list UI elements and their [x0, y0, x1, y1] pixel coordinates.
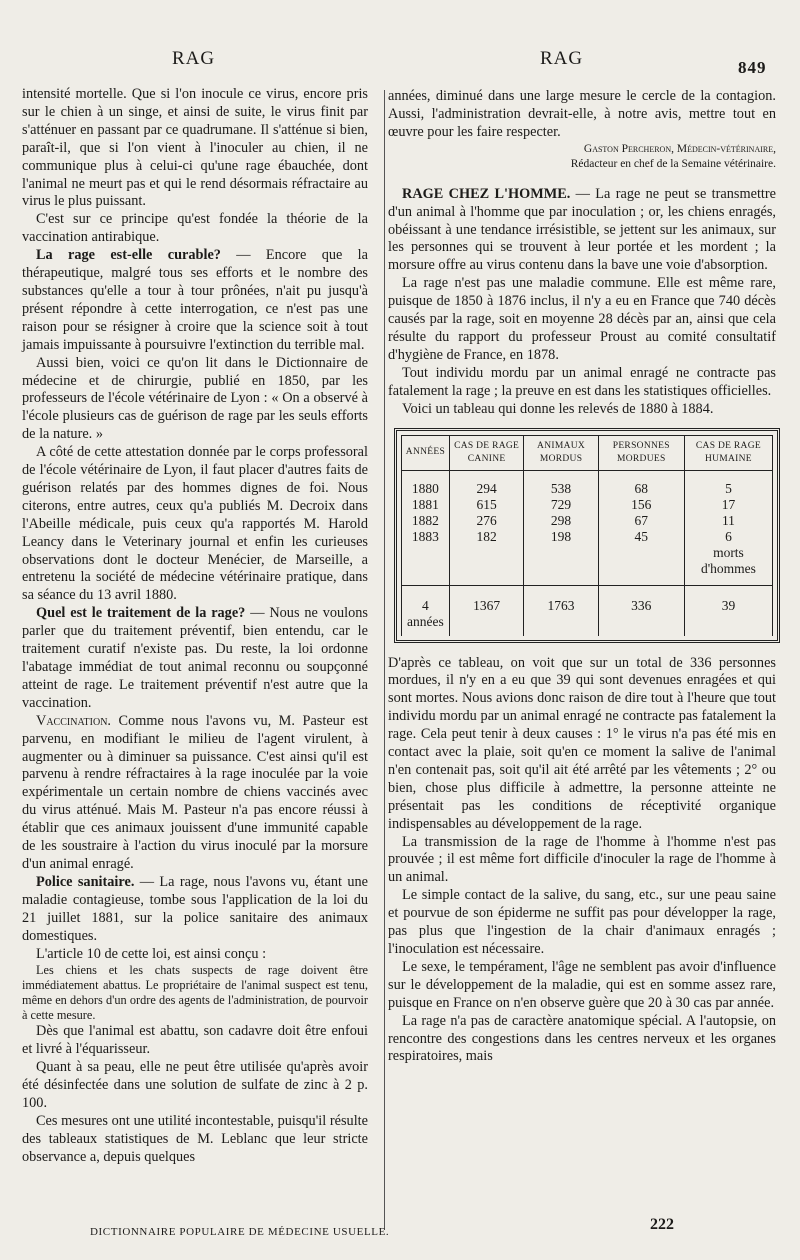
- left-paragraph: [22, 946, 368, 964]
- table-header-cell: ANNÉES: [402, 435, 450, 470]
- table-cell: 1881: [402, 497, 450, 513]
- paragraph-text: C'est sur ce principe qu'est fondée la théorie de la vaccination antirabique.: [22, 211, 368, 246]
- paragraph-text: intensité mortelle. Que si l'on inocule ce virus, encore pris sur le chien à un singe, et ainsi de suite, le virus finit par s'atténuer en passant par ce quadrumane. Il s'atténue si bien, paraît-il, que si l'on vient à l'inoculer au chien, il ne communique plus à celui-ci qu'une rage ébauchée, dont l'animal ne meurt pas et qui le rend désormais réfractaire au virus le plus puissant.: [22, 86, 368, 210]
- running-head-right: RAG: [540, 48, 584, 69]
- table-header-cell: ANIMAUX MORDUS: [524, 435, 598, 470]
- running-head-left: RAG: [172, 48, 216, 69]
- paragraph-heading: Vaccination.: [36, 712, 112, 729]
- signature-title: Rédacteur en chef de la Semaine vétérinaire.: [570, 157, 776, 170]
- table-cell: 615: [449, 497, 524, 513]
- paragraph-text: Aussi bien, voici ce qu'on lit dans le Dictionnaire de médecine et de chirurgie, publié en 1850, par les professeurs de l'école vétérinaire de Lyon : « On a observé à l'école plusieurs cas de guérison de rage par les seuls efforts de la nature. »: [22, 354, 368, 443]
- paragraph-text: — Encore que la thérapeutique, malgré tous ses efforts et le nombre des substances qu'elle a tour à tour prônées, n'ait pu jusqu'à présent répondre à cette interrogation, ce n'est pas une raison pour se résigner à croire que la science soit à tout jamais impuissante à poursuivre l'extinction du terrible mal.: [22, 247, 368, 353]
- table-header-cell: PERSONNES MORDUES: [598, 435, 684, 470]
- paragraph-text: — Nous ne voulons parler que du traitement préventif, bien entendu, car le traitement curatif n'existe pas. Du reste, la loi ordonne l'abatage immédiat de tout animal reconnu ou soupçonné atteint de rage. Le traitement préventif n'est autre que la vaccination.: [22, 605, 368, 711]
- left-paragraph: [22, 1113, 368, 1167]
- right-paragraph: [388, 88, 776, 142]
- right-column: [388, 88, 776, 1066]
- right-paragraph: [388, 1013, 776, 1067]
- table-cell: 45: [598, 529, 684, 545]
- paragraph-heading: La rage est-elle curable?: [36, 247, 221, 264]
- table-header-cell: CAS DE RAGE HUMAINE: [684, 435, 772, 470]
- left-paragraph: [22, 1023, 368, 1059]
- paragraph-text: Dès que l'animal est abattu, son cadavre doit être enfoui et livré à l'équarisseur.: [22, 1023, 368, 1058]
- right-paragraph: [388, 275, 776, 365]
- table-cell: 729: [524, 497, 598, 513]
- left-paragraph: [22, 444, 368, 605]
- paragraph-text: — La rage ne peut se transmettre d'un animal à l'homme que par inoculation ; or, les chiens enragés, obéissant à une tendance irrésistible, se jettent sur les animaux, sur les personnes qui se trouvent à leur portée et les mordent ; la morsure offre au virus contenu dans la bave une voie d'absorption.: [388, 185, 776, 274]
- paragraph-text: années, diminué dans une large mesure le cercle de la contagion. Aussi, l'administration devrait-elle, à notre avis, mettre tout en œuvre pour les faire respecter.: [388, 88, 776, 140]
- left-paragraph: [22, 874, 368, 946]
- signature-name: Gaston Percheron, Médecin-vétérinaire,: [583, 142, 776, 155]
- footer-title: DICTIONNAIRE POPULAIRE DE MÉDECINE USUELLE.: [90, 1226, 390, 1238]
- table-total-row: [402, 585, 773, 636]
- left-paragraph: [22, 211, 368, 247]
- paragraph-text: Quant à sa peau, elle ne peut être utilisée qu'après avoir été désinfectée dans une solution de sulfate de zinc à 2 p. 100.: [22, 1059, 368, 1112]
- table-cell: 276: [449, 513, 524, 529]
- right-column-top: [388, 88, 776, 142]
- paragraph-text: Ces mesures ont une utilité incontestable, puisqu'il résulte des tableaux statistiques de M. Leblanc que leur stricte observance a, depuis quelques: [22, 1112, 368, 1165]
- right-paragraph: [388, 959, 776, 1013]
- table-row: [402, 497, 773, 513]
- table-row: [402, 513, 773, 529]
- table-cell: 17: [684, 497, 772, 513]
- statistics-table-frame: [394, 428, 780, 643]
- right-paragraph: [388, 834, 776, 888]
- table-row: [402, 529, 773, 545]
- table-cell: 67: [598, 513, 684, 529]
- table-cell: [524, 561, 598, 586]
- table-cell: morts: [684, 545, 772, 561]
- left-paragraph: [22, 713, 368, 874]
- paragraph-text: Tout individu mordu par un animal enragé ne contracte pas fatalement la rage ; la preuve en est dans les statistiques officielles.: [388, 364, 776, 399]
- right-paragraph: [388, 186, 776, 276]
- table-header-row: [402, 435, 773, 470]
- table-cell: 336: [598, 585, 684, 636]
- table-cell: 4 années: [402, 585, 450, 636]
- right-paragraph: [388, 655, 776, 834]
- table-body: [402, 470, 773, 636]
- table-cell: 1883: [402, 529, 450, 545]
- table-cell: 294: [449, 470, 524, 497]
- paragraph-heading: RAGE CHEZ L'HOMME.: [402, 185, 571, 202]
- right-paragraph: [388, 365, 776, 401]
- left-paragraph: [22, 355, 368, 445]
- right-column-bottom: [388, 655, 776, 1067]
- table-cell: [402, 561, 450, 586]
- paragraph-text: Voici un tableau qui donne les relevés de 1880 à 1884.: [402, 400, 714, 417]
- paragraph-text: A côté de cette attestation donnée par le corps professoral de l'école vétérinaire de Lyon, il faut placer d'autres faits de guérison relatés par des hommes dignes de foi. Nous citerons, entre autres, ceux qu'a publiés M. Decroix dans l'Abeille médicale, puis ceux qu'a rapportés M. Harold Leancy dans le Veterinary journal et enfin les curieuses observations dont le docteur Menécier, de Marseille, a entretenu la société de médecine vétérinaire pratique, dans sa séance du 13 avril 1880.: [22, 444, 368, 604]
- paragraph-heading: Quel est le traitement de la rage?: [36, 605, 246, 622]
- table-cell: 198: [524, 529, 598, 545]
- table-cell: 156: [598, 497, 684, 513]
- paragraph-heading: Police sanitaire.: [36, 873, 135, 890]
- paragraph-text: La rage n'est pas une maladie commune. Elle est même rare, puisque de 1850 à 1876 inclus, il n'y a eu en France que 740 décès causés par la rage, soit en moyenne 28 décès par an, ainsi que cela résulte du rapport du professeur Proust au comité consultatif d'hygiène de France, en 1878.: [388, 275, 776, 363]
- table-cell: 1763: [524, 585, 598, 636]
- right-column-middle: [388, 186, 776, 419]
- statistics-table: [401, 435, 773, 636]
- table-cell: [598, 545, 684, 561]
- paragraph-text: Les chiens et les chats suspects de rage doivent être immédiatement abattus. Le propriétaire de l'animal suspect est tenu, même en dehors d'un ordre des agents de l'administration, de pourvoir à cette mesure.: [22, 963, 368, 1023]
- right-paragraph: [388, 887, 776, 959]
- table-cell: 1882: [402, 513, 450, 529]
- left-column: [22, 86, 368, 1167]
- table-cell: d'hommes: [684, 561, 772, 586]
- table-cell: 5: [684, 470, 772, 497]
- paragraph-text: Le simple contact de la salive, du sang, etc., sur une peau saine et pourvue de son épiderme ne suffit pas pour développer la rage, pas plus que l'ingestion de la chair d'animaux enragés ; l'inoculation est nécessaire.: [388, 887, 776, 957]
- left-paragraph: [22, 1059, 368, 1113]
- paragraph-text: Le sexe, le tempérament, l'âge ne semblent pas avoir d'influence sur le développement de la maladie, qui est en somme assez rare, puisque en France on n'en observe guère que 20 à 30 cas par année.: [388, 958, 776, 1011]
- left-paragraph: [22, 963, 368, 1023]
- left-paragraph: [22, 247, 368, 354]
- paragraph-text: Comme nous l'avons vu, M. Pasteur est parvenu, en modifiant le milieu de l'agent virulent, à augmenter ou à diminuer sa puissance. C'est ainsi qu'il est parvenu à rendre réfractaires à la rage inoculée par la voie expérimentale un certain nombre de chiens vaccinés avec du virus atténué. Mais M. Pasteur n'a pas encore réussi à établir que ces animaux jouissent d'une immunité capable de les soustraire à l'action du virus inoculé par la morsure d'un animal enragé.: [22, 712, 368, 872]
- table-row: [402, 545, 773, 561]
- paragraph-text: L'article 10 de cette loi, est ainsi conçu :: [36, 945, 267, 962]
- table-cell: [524, 545, 598, 561]
- left-paragraph: [22, 605, 368, 712]
- table-cell: [402, 545, 450, 561]
- right-paragraph: [388, 401, 776, 419]
- table-cell: [449, 545, 524, 561]
- left-paragraph: [22, 86, 368, 211]
- table-cell: [449, 561, 524, 586]
- paragraph-text: D'après ce tableau, on voit que sur un total de 336 personnes mordues, il n'y en a eu que 39 qui sont devenues enragées et qui sont mortes. Nous avions donc raison de dire tout à l'heure que tout individu mordu par un animal enragé ne contracte pas fatalement la rage. Cela peut tenir à deux causes : 1° le virus n'a pas été mis en contact avec la plaie, soit qu'en ce moment la salive de l'animal n'en contenait pas, soit qu'il ait été arrêté par les vêtements ; 2° ou bien, chose plus difficile à admettre, la personne atteinte ne présentait pas les conditions de réceptivité organique indispensables au développement de la rage.: [388, 654, 776, 832]
- table-row: [402, 470, 773, 497]
- table-cell: 1367: [449, 585, 524, 636]
- footer-number: 222: [650, 1216, 674, 1233]
- table-cell: 39: [684, 585, 772, 636]
- table-cell: 11: [684, 513, 772, 529]
- table-cell: 6: [684, 529, 772, 545]
- column-divider: [384, 90, 385, 1230]
- table-row: [402, 561, 773, 586]
- table-cell: [598, 561, 684, 586]
- paragraph-text: La rage n'a pas de caractère anatomique spécial. A l'autopsie, on rencontre des congestions dans les centres nerveux et les organes respiratoires, mais: [388, 1012, 776, 1065]
- table-cell: 1880: [402, 470, 450, 497]
- paragraph-text: — La rage, nous l'avons vu, étant une maladie contagieuse, tombe sous l'application de la loi du 21 juillet 1881, sur la police sanitaire des animaux domestiques.: [22, 873, 368, 944]
- table-header-cell: CAS DE RAGE CANINE: [449, 435, 524, 470]
- table-cell: 298: [524, 513, 598, 529]
- paragraph-text: La transmission de la rage de l'homme à l'homme n'est pas prouvée ; il est même fort difficile d'inoculer la rage de l'homme à un animal.: [388, 833, 776, 886]
- table-cell: 182: [449, 529, 524, 545]
- page-number: 849: [738, 58, 767, 77]
- table-cell: 68: [598, 470, 684, 497]
- table-cell: 538: [524, 470, 598, 497]
